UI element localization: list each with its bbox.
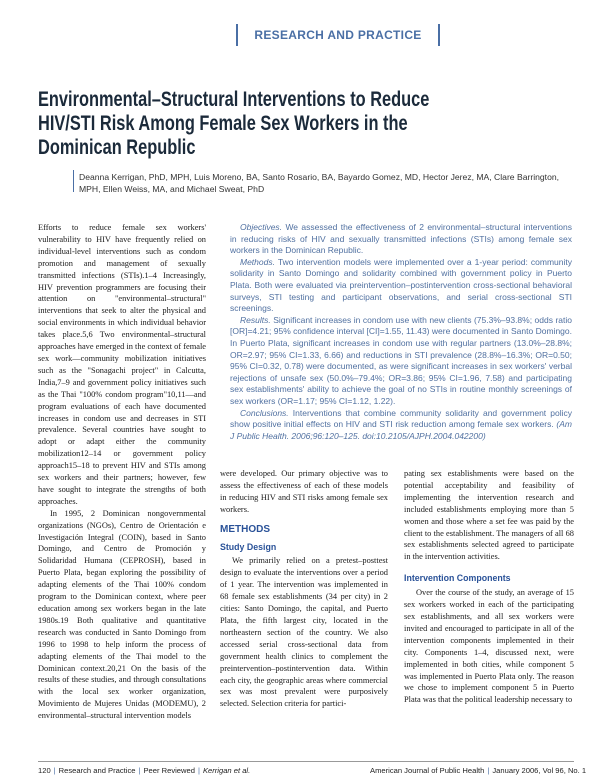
- footer-rule: [38, 761, 574, 762]
- page-number: 120: [38, 766, 51, 775]
- col3-paragraph-1: pating sex establishments were based on the potential acceptability and feasibility of implementing the intervention research and included establishments employing more than 5 women and those where a set fee was paid by the client to the establishment. The managers of all 68 sex establishments selected agreed to participate in the intervention activities.: [404, 469, 574, 562]
- article-title: Environmental–Structural Interventions to Reduce HIV/STI Risk Among Female Sex Workers in the Dominican Republic: [38, 88, 430, 159]
- abstract-methods: Methods. Two intervention models were implemented over a 1-year period: community solidarity in Santo Domingo and solidarity combined with government policy in Puerto Plata. Both were evaluated via preintervention–postintervention cross-sectional behavioral surveys, STI testing and participant observations, and serial cross-sectional STI screenings.: [230, 256, 572, 314]
- intervention-components-heading: Intervention Components: [404, 573, 511, 584]
- footer-section: Research and Practice: [58, 766, 136, 775]
- abstract-conclusions: Conclusions. Interventions that combine community solidarity and government policy show positive initial effects on HIV and STI risk reduction among female sex workers. (Am J Public Health. 2006;96:120–125. doi:10.2105/AJPH.2004.042200): [230, 407, 572, 441]
- col2-paragraph-2: We primarily relied on a pretest–posttest design to evaluate the interventions over a period of 1 year. The intervention was implemented in 68 female sex establishments (34 per city) in 2 cities: Santo Domingo, the capital, and Puerto Plata, the fifth largest city, located in the northeastern section of the country. We also accessed serial cross-sectional data from government health clinics to complement the preintervention–postintervention data. Within each city, the geographic areas where commercial sex was most prevalent were purposively selected. Selection criteria for partici-: [220, 556, 388, 709]
- abstract: [230, 222, 572, 442]
- author-list: Deanna Kerrigan, PhD, MPH, Luis Moreno, BA, Santo Rosario, BA, Bayardo Gomez, MD, Hector Jerez, MA, Clare Barrington, MPH, Ellen Weiss, MA, and Michael Sweat, PhD: [79, 172, 560, 194]
- col1-paragraph-1: Efforts to reduce female sex workers' vulnerability to HIV have frequently relied on individual-level interventions such as condom promotion and management of sexually transmitted infections (STIs).1–4 Increasingly, HIV prevention programmers are focusing their attention on "environmental–structural" interventions that seek to alter the physical and social environments in which individual behavior takes place.5,6 Two environmental–structural approaches have emerged in the context of female sex work—community mobilization initiatives such as the "Sonagachi project" in Calcutta, India,7–9 and government policy initiatives such as the Thai "100% condom program"10,11—and program evaluations of each have documented increases in condom use and decreases in STI prevalence. Several countries have sought to adopt or adapt either the community mobilization12–14 or government policy approach15–18 to prevent HIV and STIs among sex workers and their partners; however, few have sought to integrate the strengths of both approaches.: [38, 223, 206, 506]
- col2-paragraph-1: were developed. Our primary objective was to assess the effectiveness of each of these models in reducing HIV and STI risks among female sex workers.: [220, 469, 388, 514]
- author-rule: [73, 170, 74, 192]
- journal-name: American Journal of Public Health: [370, 766, 485, 775]
- footer-left: 120 | Research and Practice | Peer Reviewed | Kerrigan et al.: [38, 766, 251, 775]
- body-column-2: [220, 468, 388, 710]
- section-header: [236, 24, 440, 46]
- col1-paragraph-2: In 1995, 2 Dominican nongovernmental organizations (NGOs), Centro de Orientación e Investigación Integral (COIN), based in Santo Domingo, and Centro de Promoción y Solidaridad Humana (CEPROSH), based in Puerto Plata, began exploring the possibility of adapting elements of the Thai 100% condom program to the Dominican context, where peer education among sex workers began in the late 1980s.19 Both qualitative and quantitative research was conducted in Santo Domingo from 1996 to 1998 to help inform the process of adapting elements of the Thai model to the Dominican context.20,21 On the basis of the results of these studies, and through consultations with the local sex worker organization, Movimiento de Mujeres Unidas (MODEMU), 2 environmental–structural intervention models: [38, 508, 206, 721]
- methods-heading: METHODS: [220, 523, 270, 535]
- body-column-1: [38, 222, 206, 722]
- study-design-heading: Study Design: [220, 541, 277, 552]
- section-header-label: RESEARCH AND PRACTICE: [254, 28, 422, 42]
- journal-issue: January 2006, Vol 96, No. 1: [492, 766, 587, 775]
- abstract-citation: (Am J Public Health. 2006;96:120–125. doi:10.2105/AJPH.2004.042200): [230, 419, 572, 441]
- abstract-results: Results. Significant increases in condom use with new clients (75.3%–93.8%; odds ratio [OR]=4.21; 95% confidence interval [CI]=1.55, 11.43) were documented in Santo Domingo. In Puerto Plata, significant increases in condom use with regular partners (13.0%–28.8%; OR=2.97; 95% CI=1.33, 6.66) and reductions in STI prevalence (28.8%–16.3%; OR=0.50; 95% CI=0.32, 0.78) were documented, as were significant increases in sex workers' verbal rejections of unsafe sex (50.0%–79.4%; OR=3.86; 95% CI=1.96, 7.58) and participating sex establishments' ability to achieve the goal of no STIs in routine monthly screenings of sex workers (OR=1.17; 95% CI=1.12, 1.22).: [230, 314, 572, 406]
- abstract-objectives: Objectives. We assessed the effectiveness of 2 environmental–structural interventions in reducing risks of HIV and sexually transmitted infections (STIs) among female sex workers in the Dominican Republic.: [230, 222, 572, 256]
- footer-authors: Kerrigan et al.: [202, 766, 251, 775]
- col3-paragraph-2: Over the course of the study, an average of 15 sex workers worked in each of the participating sex establishments, and all sex workers were invited and encouraged to participate in all of the intervention components implemented in their city. Components 1–4, discussed next, were implemented in both cities, while component 5 was implemented in Puerto Plata only. The reason we chose to implement component 5 in Puerto Plata was that the political leadership necessary to: [404, 588, 574, 705]
- footer-review: Peer Reviewed: [143, 766, 195, 775]
- body-column-3: [404, 468, 574, 706]
- footer-right: American Journal of Public Health | January 2006, Vol 96, No. 1: [370, 766, 587, 775]
